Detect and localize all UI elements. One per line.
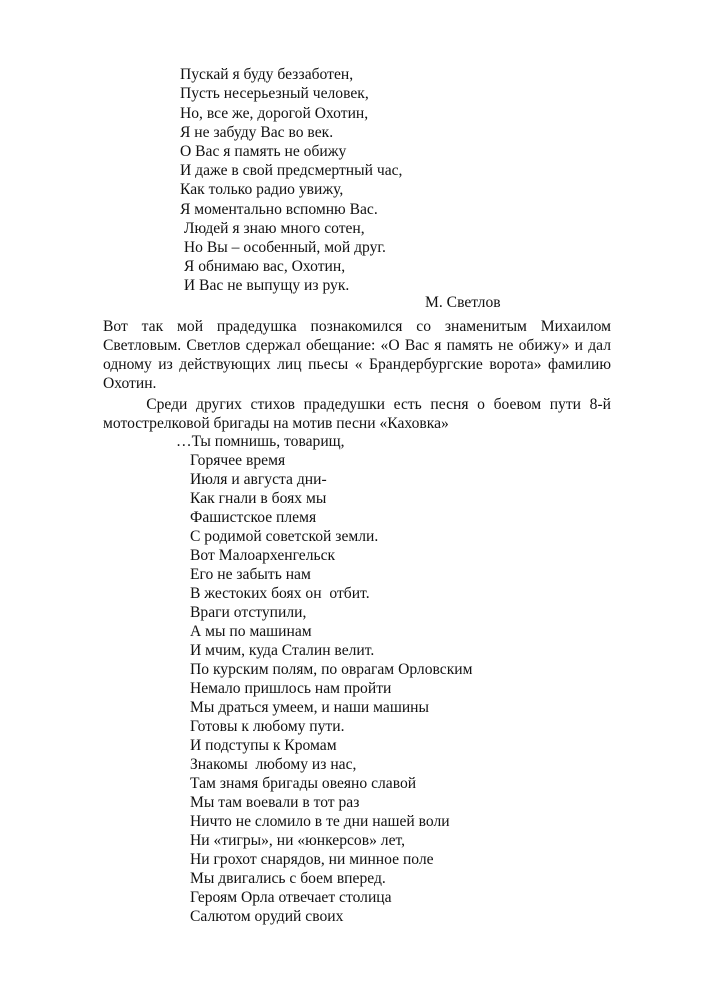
paragraph-line: мотострелковой бригады на мотив песни «Каховка»: [103, 415, 449, 432]
poem-line: С родимой советской земли.: [190, 528, 379, 545]
poem-line: Ни грохот снарядов, ни минное поле: [190, 851, 434, 868]
paragraph-line: Охотин.: [103, 375, 157, 392]
poem-line: Салютом орудий своих: [190, 908, 344, 925]
poem-line: Враги отступили,: [190, 604, 307, 621]
poem-line: Я обнимаю вас, Охотин,: [180, 258, 346, 275]
poem-line: О Вас я память не обижу: [180, 143, 347, 160]
poem-line: Фашистское племя: [190, 509, 317, 526]
poem-line: Там знамя бригады овеяно славой: [190, 775, 417, 792]
poem-line: Мы двигались с боем вперед.: [190, 870, 386, 887]
paragraph-svetlov-promise: [103, 317, 611, 393]
poem-line: По курским полям, по оврагам Орловским: [190, 661, 473, 678]
poem-line: Знакомы любому из нас,: [190, 756, 357, 773]
poem-line: Я моментально вспомню Вас.: [180, 201, 378, 218]
poem-signature: М. Светлов: [425, 294, 501, 311]
poem-line: Людей я знаю много сотен,: [180, 220, 365, 237]
poem-line: Мы драться умеем, и наши машины: [190, 699, 429, 716]
poem-line: Июля и августа дни-: [190, 471, 327, 488]
paragraph-line: Вот так мой прадедушка познакомился со знаменитым Михаилом: [103, 318, 611, 335]
paragraph-line: Среди других стихов прадедушки есть песня о боевом пути 8-й: [103, 396, 611, 413]
paragraph-line: одному из действующих лиц пьесы « Брандербургские ворота» фамилию: [103, 356, 611, 373]
poem-line: И Вас не выпущу из рук.: [180, 277, 350, 294]
paragraph-song-intro: [103, 395, 611, 433]
poem-line: Как только радио увижу,: [180, 181, 344, 198]
poem-line: …Ты помнишь, товарищ,: [176, 433, 345, 450]
poem-line: И даже в свой предсмертный час,: [180, 162, 403, 179]
poem-line: Его не забыть нам: [190, 566, 311, 583]
poem-line: Как гнали в боях мы: [190, 490, 327, 507]
poem-line: И подступы к Кромам: [190, 737, 337, 754]
poem-line: А мы по машинам: [190, 623, 312, 640]
poem-line: Я не забуду Вас во век.: [180, 124, 334, 141]
poem-line: Мы там воевали в тот раз: [190, 794, 360, 811]
poem-line: Героям Орла отвечает столица: [190, 889, 392, 906]
poem-line: Готовы к любому пути.: [190, 718, 345, 735]
poem-line: Пускай я буду беззаботен,: [180, 66, 354, 83]
poem-line: Вот Малоархенгельск: [190, 547, 336, 564]
poem-line: В жестоких боях он отбит.: [190, 585, 370, 602]
poem-line: Горячее время: [190, 452, 286, 469]
poem-line: Но Вы – особенный, мой друг.: [180, 239, 386, 256]
poem-line: И мчим, куда Сталин велит.: [190, 642, 375, 659]
poem-line: Ничто не сломило в те дни нашей воли: [190, 813, 450, 830]
poem-line: Ни «тигры», ни «юнкерсов» лет,: [190, 832, 406, 849]
poem-line: Но, все же, дорогой Охотин,: [180, 105, 369, 122]
paragraph-line: Светловым. Светлов сдержал обещание: «О Вас я память не обижу» и дал: [103, 337, 611, 354]
poem-line: Пусть несерьезный человек,: [180, 85, 369, 102]
poem-line: Немало пришлось нам пройти: [190, 680, 392, 697]
